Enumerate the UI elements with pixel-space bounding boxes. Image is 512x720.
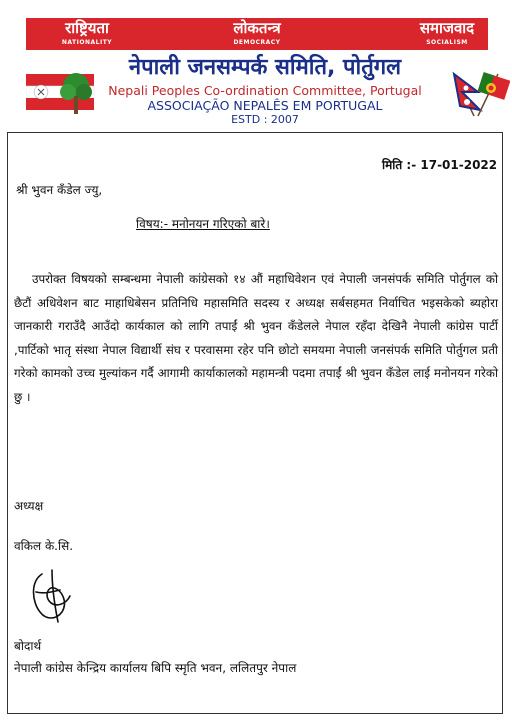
letter-addressee: श्री भुवन कँडेल ज्यु, (16, 183, 103, 197)
slogan-nepali: राष्ट्रियता (65, 19, 109, 37)
slogan-english: SOCIALISM (426, 39, 468, 46)
slogan-democracy (202, 18, 312, 50)
signatory-title: अध्यक्ष (14, 499, 44, 513)
cc-title: बोदार्थ (14, 639, 42, 653)
letter-date: मिति :- 17-01-2022 (382, 158, 498, 172)
letter-subject: विषय:- मनोनयन गरिएको बारे। (136, 217, 270, 231)
slogan-nationality (32, 18, 142, 50)
nepal-portugal-flags-icon (440, 66, 510, 120)
handwritten-signature (22, 562, 82, 632)
slogan-banner (26, 18, 488, 50)
org-name-portuguese: ASSOCIAÇÃO NEPALÊS EM PORTUGAL (147, 98, 383, 113)
slogan-english: DEMOCRACY (233, 39, 281, 46)
party-flag-tree-icon (26, 70, 96, 118)
letter-body-paragraph: उपरोक्त विषयको सम्बन्धमा नेपाली कांग्रेसको १४ औं महाधिवेशन एवं नेपाली जनसंपर्क समिति पोर्तुगल को छैटौं अधिवेशन बाट माहाधिबेसन प्रतिनिधि महासमिति सदस्य र अध्यक्ष सर्बसहमत निर्वाचित भइसकेको ब्यहोरा जानकारी गराउँदै आउँदो कार्यकाल को लागि तपाईं श्री भुवन कँडेलले नेपाल रहँदा देखिनै नेपाली कांग्रेस पार्टी ,पार्टिको भातृ संस्था नेपाल विद्यार्थी संघ र परवासमा रहेर पनि छोटो समयमा नेपाली जनसंपर्क समिति पोर्तुगल प्रती गरेको कामको उच्च मुल्यांकन गर्दै आगामी कार्याकालको महामन्त्री पदमा तपाईं श्री भुवन कँडेल लाई मनोनयन गरेको छु । (14, 272, 498, 404)
slogan-nepali: लोकतन्त्र (233, 19, 281, 37)
established-year: ESTD : 2007 (231, 113, 299, 126)
slogan-english: NATIONALITY (61, 39, 113, 46)
slogan-socialism (406, 18, 488, 50)
org-name-nepali: नेपाली जनसम्पर्क समिति, पोर्तुगल (128, 55, 402, 80)
slogan-nepali: समाजवाद (419, 19, 475, 37)
org-name-english: Nepali Peoples Co-ordination Committee, Portugal (108, 83, 422, 98)
signatory-name: वकिल के.सि. (14, 539, 74, 553)
cc-address: नेपाली कांग्रेस केन्द्रिय कार्यालय बिपि स्मृति भवन, ललितपुर नेपाल (14, 661, 297, 675)
